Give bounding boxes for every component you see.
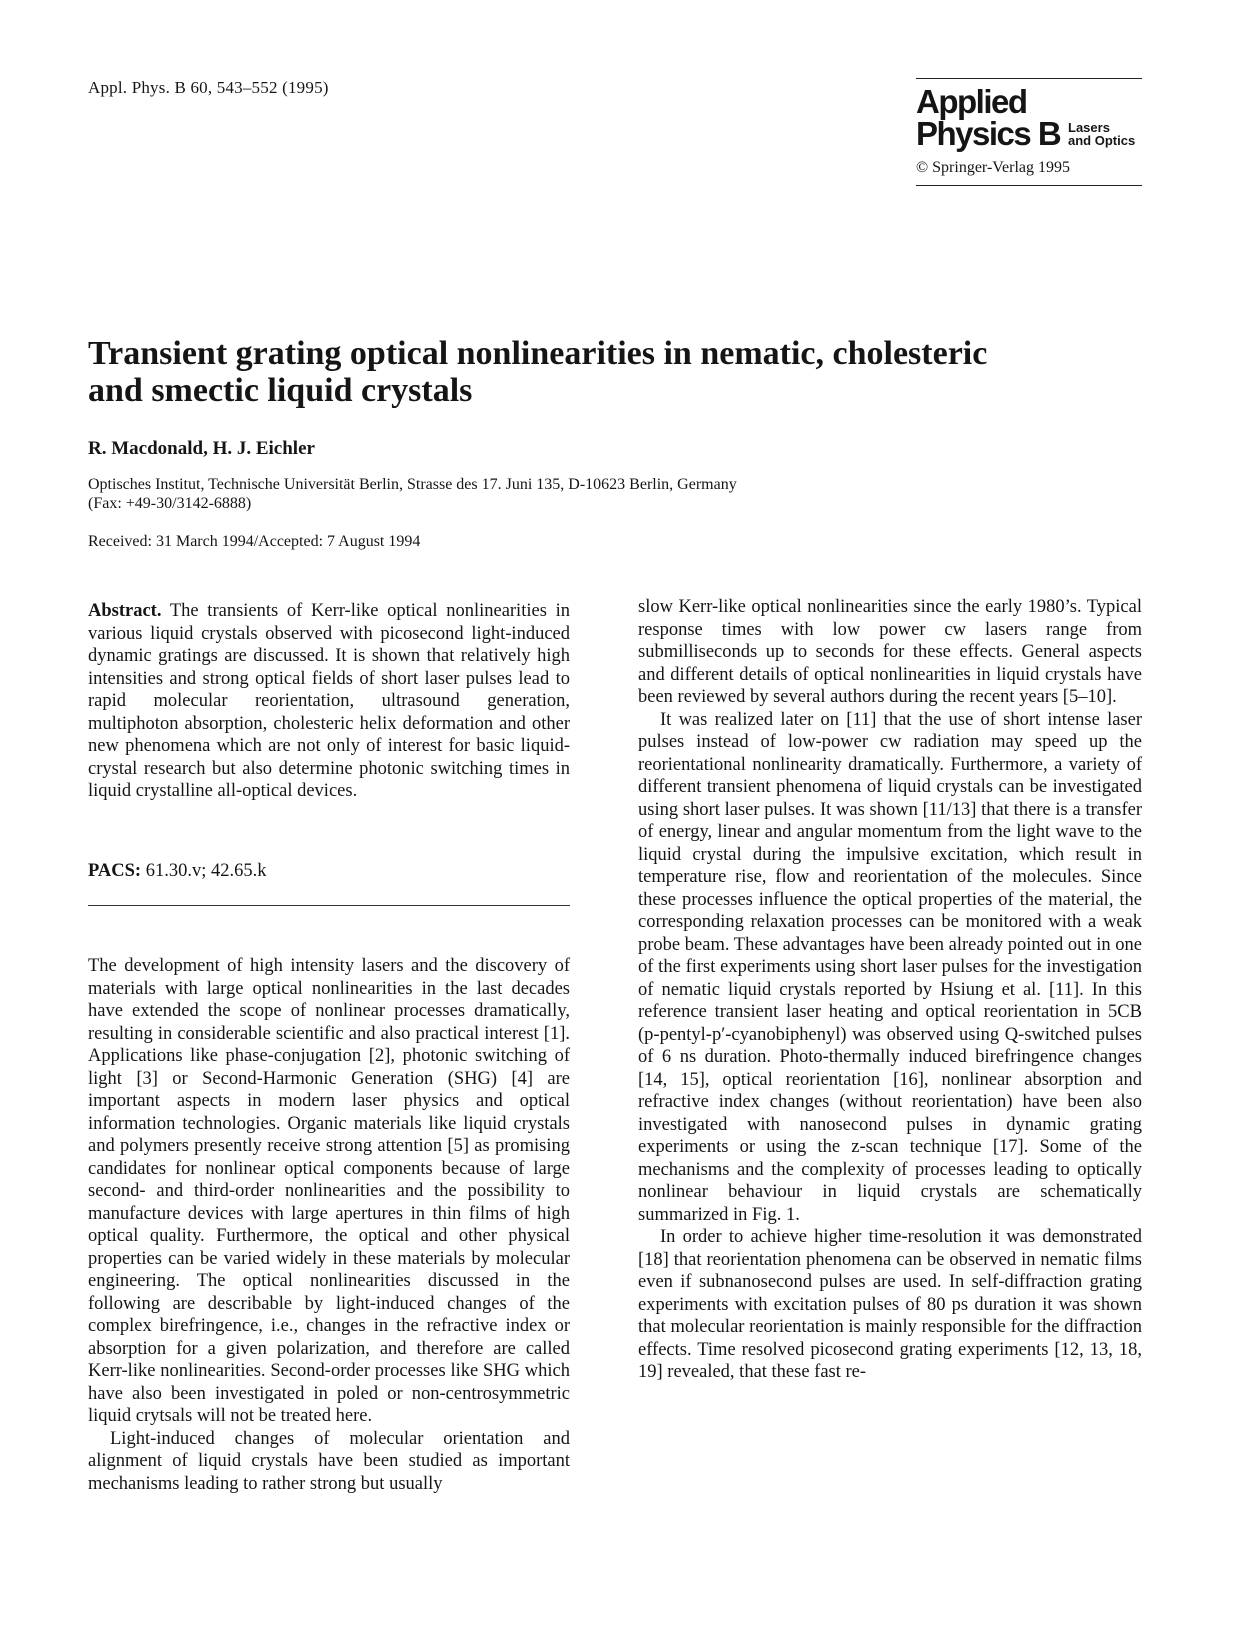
abstract-label: Abstract. [88, 601, 162, 621]
body-paragraph: The development of high intensity lasers and the discovery of materials with large optical nonlinearities in the last decades have extended the scope of nonlinear processes dramatically, resulting in considerable scientific and also practical interest [1]. Applications like phase-conjugation [2], photonic switching of light [3] or Second-Harmonic Generation (SHG) [4] are important aspects in modern laser physics and optical information technologies. Organic materials like liquid crystals and polymers presently receive strong attention [5] as promising candidates for nonlinear optical components because of large second- and third-order nonlinearities and the possibility to manufacture devices with large apertures in thin films of high optical quality. Furthermore, the optical and other physical properties can be varied widely in these materials by molecular engineering. The optical nonlinearities discussed in the following are describable by light-induced changes of the complex birefringence, i.e., changes in the refractive index or absorption for a given polarization, and therefore are called Kerr-like nonlinearities. Second-order processes like SHG which have also been investigated in poled or non-centrosymmetric liquid crytsals will not be treated here. [88, 956, 570, 1426]
journal-name-applied: Applied [916, 83, 1027, 120]
paper-title: Transient grating optical nonlinearities in nematic, cholesteric and smectic liquid crystals [88, 335, 988, 409]
abstract-text: The transients of Kerr-like optical nonlinearities in various liquid crystals observed with picosecond light-induced dynamic gratings are discussed. It is shown that relatively high intensities and strong optical fields of short laser pulses lead to rapid molecular reorientation, ultrasound generation, multiphoton absorption, cholesteric helix deformation and other new phenomena which are not only of interest for basic liquid-crystal research but also determine photonic switching times in liquid crystalline all-optical devices. [88, 601, 570, 801]
abstract [88, 600, 570, 803]
abstract-divider [88, 905, 570, 906]
pacs-codes [88, 860, 570, 883]
received-accepted-dates: Received: 31 March 1994/Accepted: 7 August 1994 [88, 533, 421, 550]
affiliation-fax: (Fax: +49-30/3142-6888) [88, 495, 252, 512]
pacs-text: 61.30.v; 42.65.k [145, 861, 267, 881]
logo-bottom-rule [916, 185, 1142, 186]
body-paragraph: slow Kerr-like optical nonlinearities since the early 1980’s. Typical response times with low power cw lasers range from submilliseconds up to seconds for these effects. General aspects and different details of optical nonlinearities in liquid crystals have been reviewed by several authors during the recent years [5–10]. [638, 597, 1142, 707]
journal-name-physics-b: Physics B [916, 115, 1061, 152]
pacs-label: PACS: [88, 861, 142, 881]
body-text-right-column [638, 596, 1142, 1384]
publisher-copyright: © Springer-Verlag 1995 [916, 159, 1071, 176]
journal-subtitle-line1: Lasers [1068, 120, 1110, 135]
journal-logo-block [916, 78, 1142, 186]
body-text-left-column [88, 955, 570, 1495]
author-affiliation [88, 475, 988, 513]
paper-authors: R. Macdonald, H. J. Eichler [88, 438, 315, 459]
journal-logo [916, 79, 1142, 155]
body-paragraph: In order to achieve higher time-resolution it was demonstrated [18] that reorientation phenomena can be observed in nematic films even if subnanosecond pulses are used. In self-diffraction grating experiments with excitation pulses of 80 ps duration it was shown that molecular reorientation is mainly responsible for the diffraction effects. Time resolved picosecond grating experiments [12, 13, 18, 19] revealed, that these fast re- [638, 1227, 1142, 1382]
body-paragraph: Light-induced changes of molecular orientation and alignment of liquid crystals have been studied as important mechanisms leading to rather strong but usually [88, 1428, 570, 1494]
journal-subtitle [1068, 121, 1135, 147]
journal-citation: Appl. Phys. B 60, 543–552 (1995) [88, 78, 329, 97]
body-paragraph: It was realized later on [11] that the use of short intense laser pulses instead of low-power cw radiation may speed up the reorientational nonlinearity dramatically. Furthermore, a variety of different transient phenomena of liquid crystals can be investigated using short laser pulses. It was shown [11/13] that there is a transfer of energy, linear and angular momentum from the light wave to the liquid crystal during the impulsive excitation, which result in temperature rise, flow and reorientation of the molecules. Since these processes influence the optical properties of the material, the corresponding relaxation processes can be monitored with a weak probe beam. These advantages have been already pointed out in one of the first experiments using short laser pulses for the investigation of nematic liquid crystals reported by Hsiung et al. [11]. In this reference transient laser heating and optical reorientation in 5CB (p-pentyl-p′-cyanobiphenyl) was observed using Q-switched pulses of 6 ns duration. Photo-thermally induced birefringence changes [14, 15], optical reorientation [16], nonlinear absorption and refractive index changes (without reorientation) have been also investigated with nanosecond pulses in dynamic grating experiments or using the z-scan technique [17]. Some of the mechanisms and the complexity of processes leading to optically nonlinear behaviour in liquid crystals are schematically summarized in Fig. 1. [638, 709, 1142, 1225]
journal-subtitle-line2: and Optics [1068, 133, 1136, 148]
affiliation-address: Optisches Institut, Technische Universität Berlin, Strasse des 17. Juni 135, D-10623 Berlin, Germany [88, 476, 737, 493]
